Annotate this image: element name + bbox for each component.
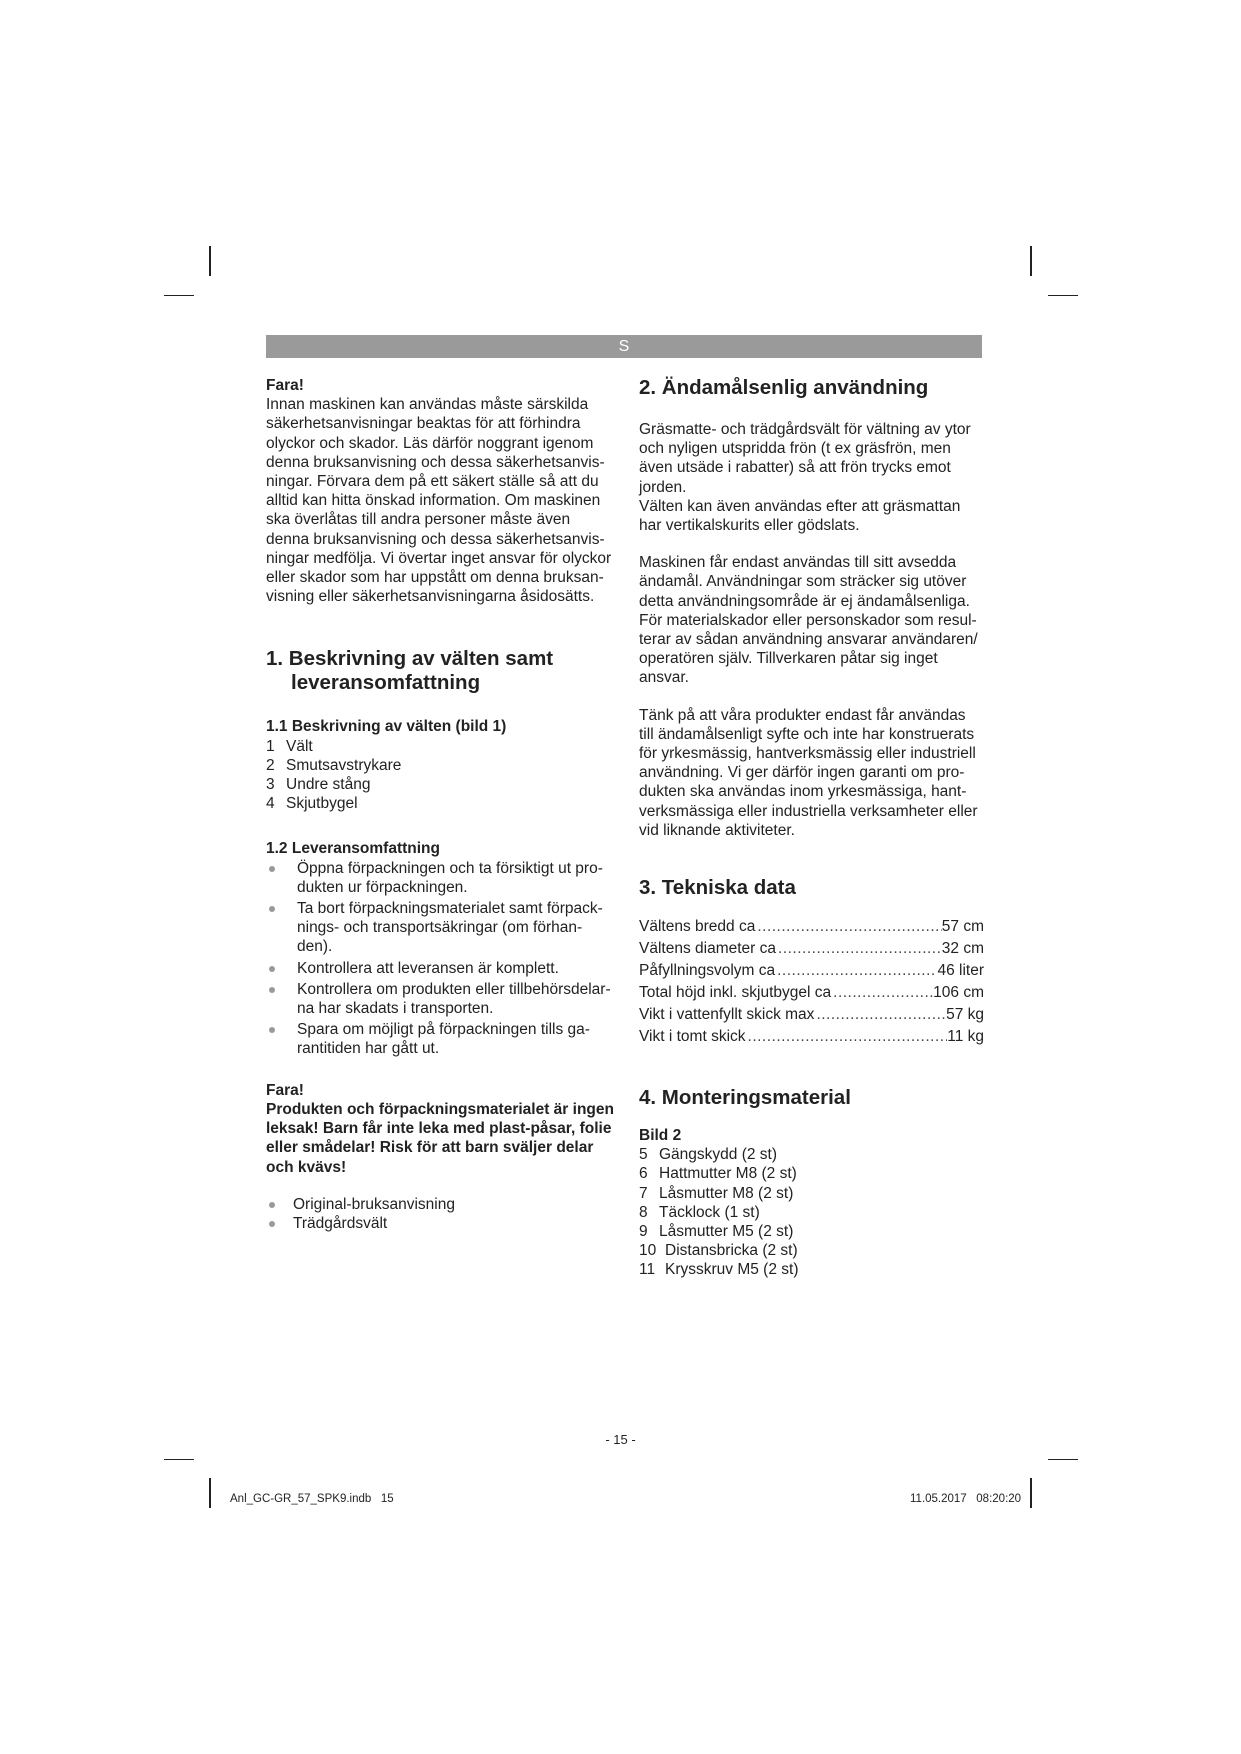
list-item: 5 Gängskydd (2 st) xyxy=(639,1146,778,1164)
crop-mark xyxy=(209,1478,211,1508)
tech-data-table xyxy=(639,916,984,1048)
list-item: Kontrollera om produkten eller tillbehörsdelar-na har skadats i transporten. xyxy=(266,980,616,1018)
paragraph: Välten kan även användas efter att gräsmattan har vertikalskurits eller gödslats. xyxy=(639,497,961,535)
bullet-icon xyxy=(269,906,275,912)
bullet-icon xyxy=(269,966,275,972)
list-item: 9 Låsmutter M5 (2 st) xyxy=(639,1223,794,1241)
paragraph: Tänk på att våra produkter endast får användas till ändamålsenligt syfte och inte har konstruerats för yrkesmässig, hantverksmässig eller industriell användning. Vi ger därför ingen garanti om pro-dukten ska användas inom yrkesmässiga, hant-verksmässiga eller industriella verksamheter eller vid liknande aktiviteter. xyxy=(639,706,978,839)
crop-mark xyxy=(209,246,211,276)
warning-text: Produkten och förpackningsmaterialet är ingen leksak! Barn får inte leka med plast-påsar, folie eller smådelar! Risk för att barn sväljer delar och kvävs! xyxy=(266,1100,614,1176)
list-item: 7 Låsmutter M8 (2 st) xyxy=(639,1184,794,1202)
crop-mark xyxy=(164,295,194,296)
bullet-icon xyxy=(269,1202,275,1208)
section-1 xyxy=(266,647,616,1058)
crop-mark xyxy=(1048,1459,1078,1460)
language-tab: S xyxy=(618,338,630,355)
warning-title: Fara! xyxy=(266,1081,304,1099)
list-item: 6 Hattmutter M8 (2 st) xyxy=(639,1165,797,1183)
section-4 xyxy=(639,1086,984,1280)
language-header-bar xyxy=(266,335,982,358)
warning-text: Innan maskinen kan användas måste särskilda säkerhetsanvisningar beaktas för att förhindra olyckor och skador. Läs därför noggrant igenom denna bruksanvisning och dessa säkerhetsanvis-ningar. Förvara dem på ett säkert ställe så att du alltid kan hitta önskad information. Om maskinen ska överlåtas till andra personer måste även denna bruksanvisning och dessa säkerhetsanvis-ningar medfölja. Vi övertar inget ansvar för olyckor eller skador som har uppstått om denna bruksan-visning eller säkerhetsanvisningarna åsidosätts. xyxy=(266,396,612,606)
page-number: - 15 - xyxy=(605,1432,636,1447)
footer-timestamp: 11.05.2017 08:20:20 xyxy=(910,1493,1022,1505)
table-row: Vikt i vattenfyllt skick max ..... 57 kg xyxy=(639,1004,984,1026)
table-row: Vältens diameter ca ..... 32 cm xyxy=(639,938,984,960)
bullet-icon xyxy=(269,866,275,872)
paragraph: Maskinen får endast användas till sitt avsedda ändamål. Användningar som sträcker sig utöver detta användningsområde är ej ändamålsenliga. För materialskador eller personskador som resul-terar av sådan användning ansvarar användaren/ operatören själv. Tillverkaren påtar sig inget ansvar. xyxy=(639,554,978,687)
section-2-title: 2. Ändamålsenlig användning xyxy=(639,376,929,399)
right-column xyxy=(639,376,984,1280)
section-4-subtitle: Bild 2 xyxy=(639,1127,682,1145)
list-item: 11 Krysskruv M5 (2 st) xyxy=(639,1261,799,1279)
section-4-title: 4. Monteringsmaterial xyxy=(639,1086,851,1110)
list-item: Original-bruksanvisning xyxy=(266,1195,616,1214)
warning-section xyxy=(266,376,616,606)
delivery-list xyxy=(266,859,616,1059)
section-3 xyxy=(639,876,984,1048)
extras-list xyxy=(266,1195,616,1233)
paragraph: Gräsmatte- och trädgårdsvält för vältning av ytor och nyligen utspridda frön (t ex gräsfrön, men även utsäde i rabatter) så att frön trycks emot jorden. xyxy=(639,421,971,496)
section-3-title: 3. Tekniska data xyxy=(639,876,796,900)
table-row: Vältens bredd ca ..... 57 cm xyxy=(639,916,984,938)
subsection-1-2-title: 1.2 Leveransomfattning xyxy=(266,840,440,858)
section-1-title: 1. Beskrivning av välten samt leveransomfattning xyxy=(266,647,554,695)
parts-list xyxy=(266,737,616,814)
list-item: Kontrollera att leveransen är komplett. xyxy=(266,959,616,978)
list-item: Ta bort förpackningsmaterialet samt förpack-nings- och transportsäkringar (om förhan-den). xyxy=(266,899,616,957)
mounting-parts-list xyxy=(639,1145,984,1279)
warning-title: Fara! xyxy=(266,377,304,394)
list-item: Öppna förpackningen och ta försiktigt ut pro-dukten ur förpackningen. xyxy=(266,859,616,897)
table-row: Påfyllningsvolym ca ..... 46 liter xyxy=(639,960,984,982)
crop-mark xyxy=(164,1459,194,1460)
bullet-icon xyxy=(269,1221,275,1227)
list-item: 2 Smutsavstrykare xyxy=(266,756,402,774)
crop-mark xyxy=(1030,246,1032,276)
bullet-icon xyxy=(269,1027,275,1033)
list-item: 10 Distansbricka (2 st) xyxy=(639,1242,798,1260)
left-column xyxy=(266,376,616,1233)
bullet-icon xyxy=(269,987,275,993)
list-item: 1 Vält xyxy=(266,737,313,755)
crop-mark xyxy=(1048,295,1078,296)
list-item: Spara om möjligt på förpackningen tills ga-rantitiden har gått ut. xyxy=(266,1020,616,1058)
table-row: Vikt i tomt skick ..... 11 kg xyxy=(639,1026,984,1048)
warning-section xyxy=(266,1081,616,1177)
footer-file: Anl_GC-GR_57_SPK9.indb 15 xyxy=(230,1493,394,1505)
section-2 xyxy=(639,376,984,840)
table-row: Total höjd inkl. skjutbygel ca ..... 106 cm xyxy=(639,982,984,1004)
list-item: 8 Täcklock (1 st) xyxy=(639,1203,760,1221)
subsection-1-1-title: 1.1 Beskrivning av välten (bild 1) xyxy=(266,718,507,736)
crop-mark xyxy=(1030,1478,1032,1508)
list-item: 4 Skjutbygel xyxy=(266,795,358,813)
list-item: Trädgårdsvält xyxy=(266,1214,616,1233)
list-item: 3 Undre stång xyxy=(266,776,371,794)
